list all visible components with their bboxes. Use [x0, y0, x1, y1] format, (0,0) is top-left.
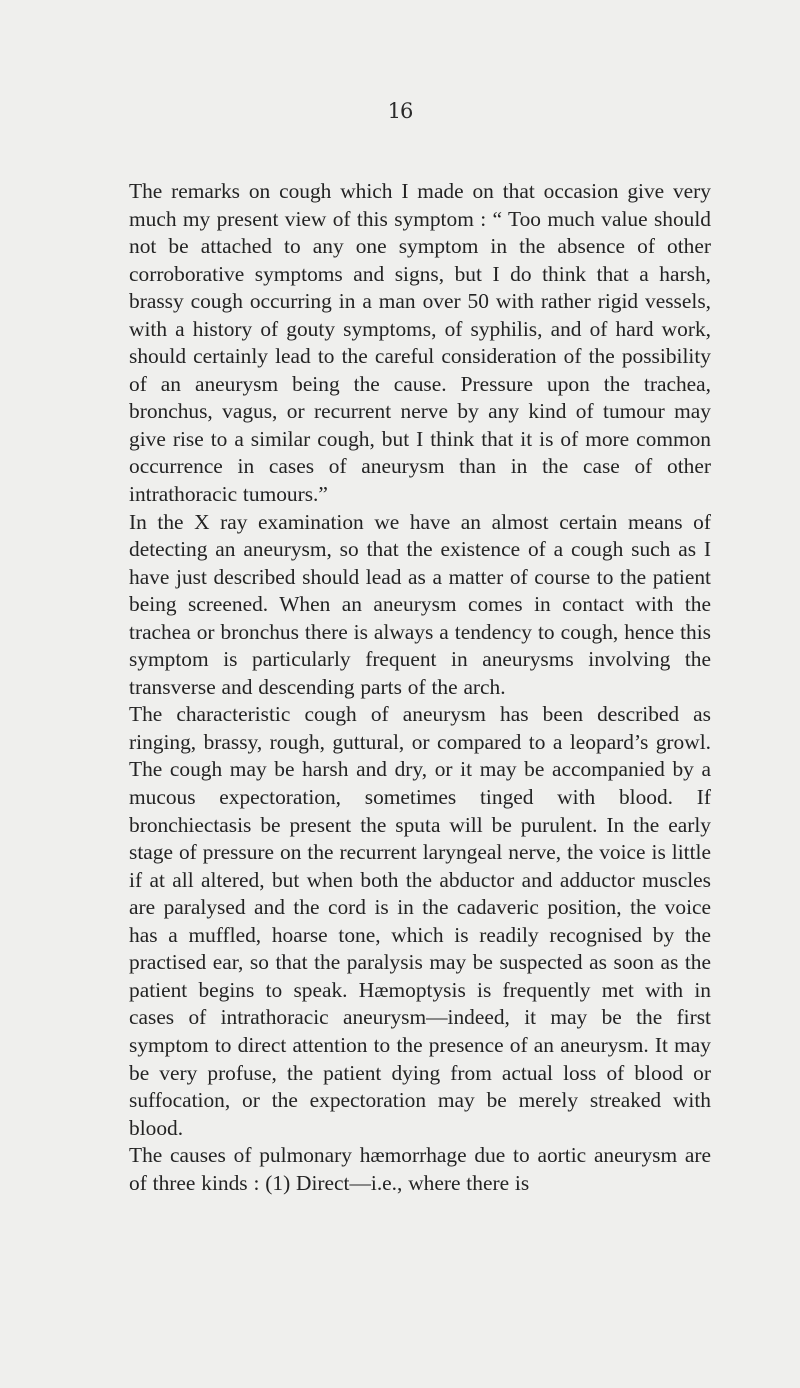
- paragraph-pulmonary-haemorrhage: The causes of pulmonary hæmorrhage due to aortic aneurysm are of three kinds : (1) Direct—i.e., where there is: [129, 1143, 711, 1195]
- paragraph-cough-remarks: The remarks on cough which I made on that occasion give very much my present view of this symptom : “ Too much value should not be attached to any one symptom in the absence of other corroborative symptoms and signs, but I do think that a harsh, brassy cough occurring in a man over 50 with rather rigid vessels, with a history of gouty symptoms, of syphilis, and of hard work, should certainly lead to the careful consideration of the possibility of an aneurysm being the cause. Pressure upon the trachea, bronchus, vagus, or recurrent nerve by any kind of tumour may give rise to a similar cough, but I think that it is of more common occurrence in cases of aneurysm than in the case of other intrathoracic tumours.”: [129, 179, 711, 507]
- paragraph-x-ray: In the X ray examination we have an almost certain means of detecting an aneurysm, so that the existence of a cough such as I have just described should lead as a matter of course to the patient being screened. When an aneurysm comes in contact with the trachea or bronchus there is always a tendency to cough, hence this symptom is particularly frequent in aneurysms involving the transverse and descending parts of the arch.: [129, 509, 711, 699]
- body-text: [129, 178, 711, 1197]
- page-number: 16: [387, 99, 413, 123]
- paragraph-characteristic-cough: The characteristic cough of aneurysm has been described as ringing, brassy, rough, guttural, or compared to a leopard’s growl. The cough may be harsh and dry, or it may be accompanied by a mucous expectoration, sometimes tinged with blood. If bronchiectasis be present the sputa will be purulent. In the early stage of pressure on the recurrent laryngeal nerve, the voice is little if at all altered, but when both the abductor and adductor muscles are paralysed and the cord is in the cadaveric position, the voice has a muffled, hoarse tone, which is readily recognised by the practised ear, so that the paralysis may be suspected as soon as the patient begins to speak. Hæmoptysis is frequently met with in cases of intrathoracic aneurysm—indeed, it may be the first symptom to direct attention to the presence of an aneurysm. It may be very profuse, the patient dying from actual loss of blood or suffocation, or the expectoration may be merely streaked with blood.: [129, 702, 711, 1140]
